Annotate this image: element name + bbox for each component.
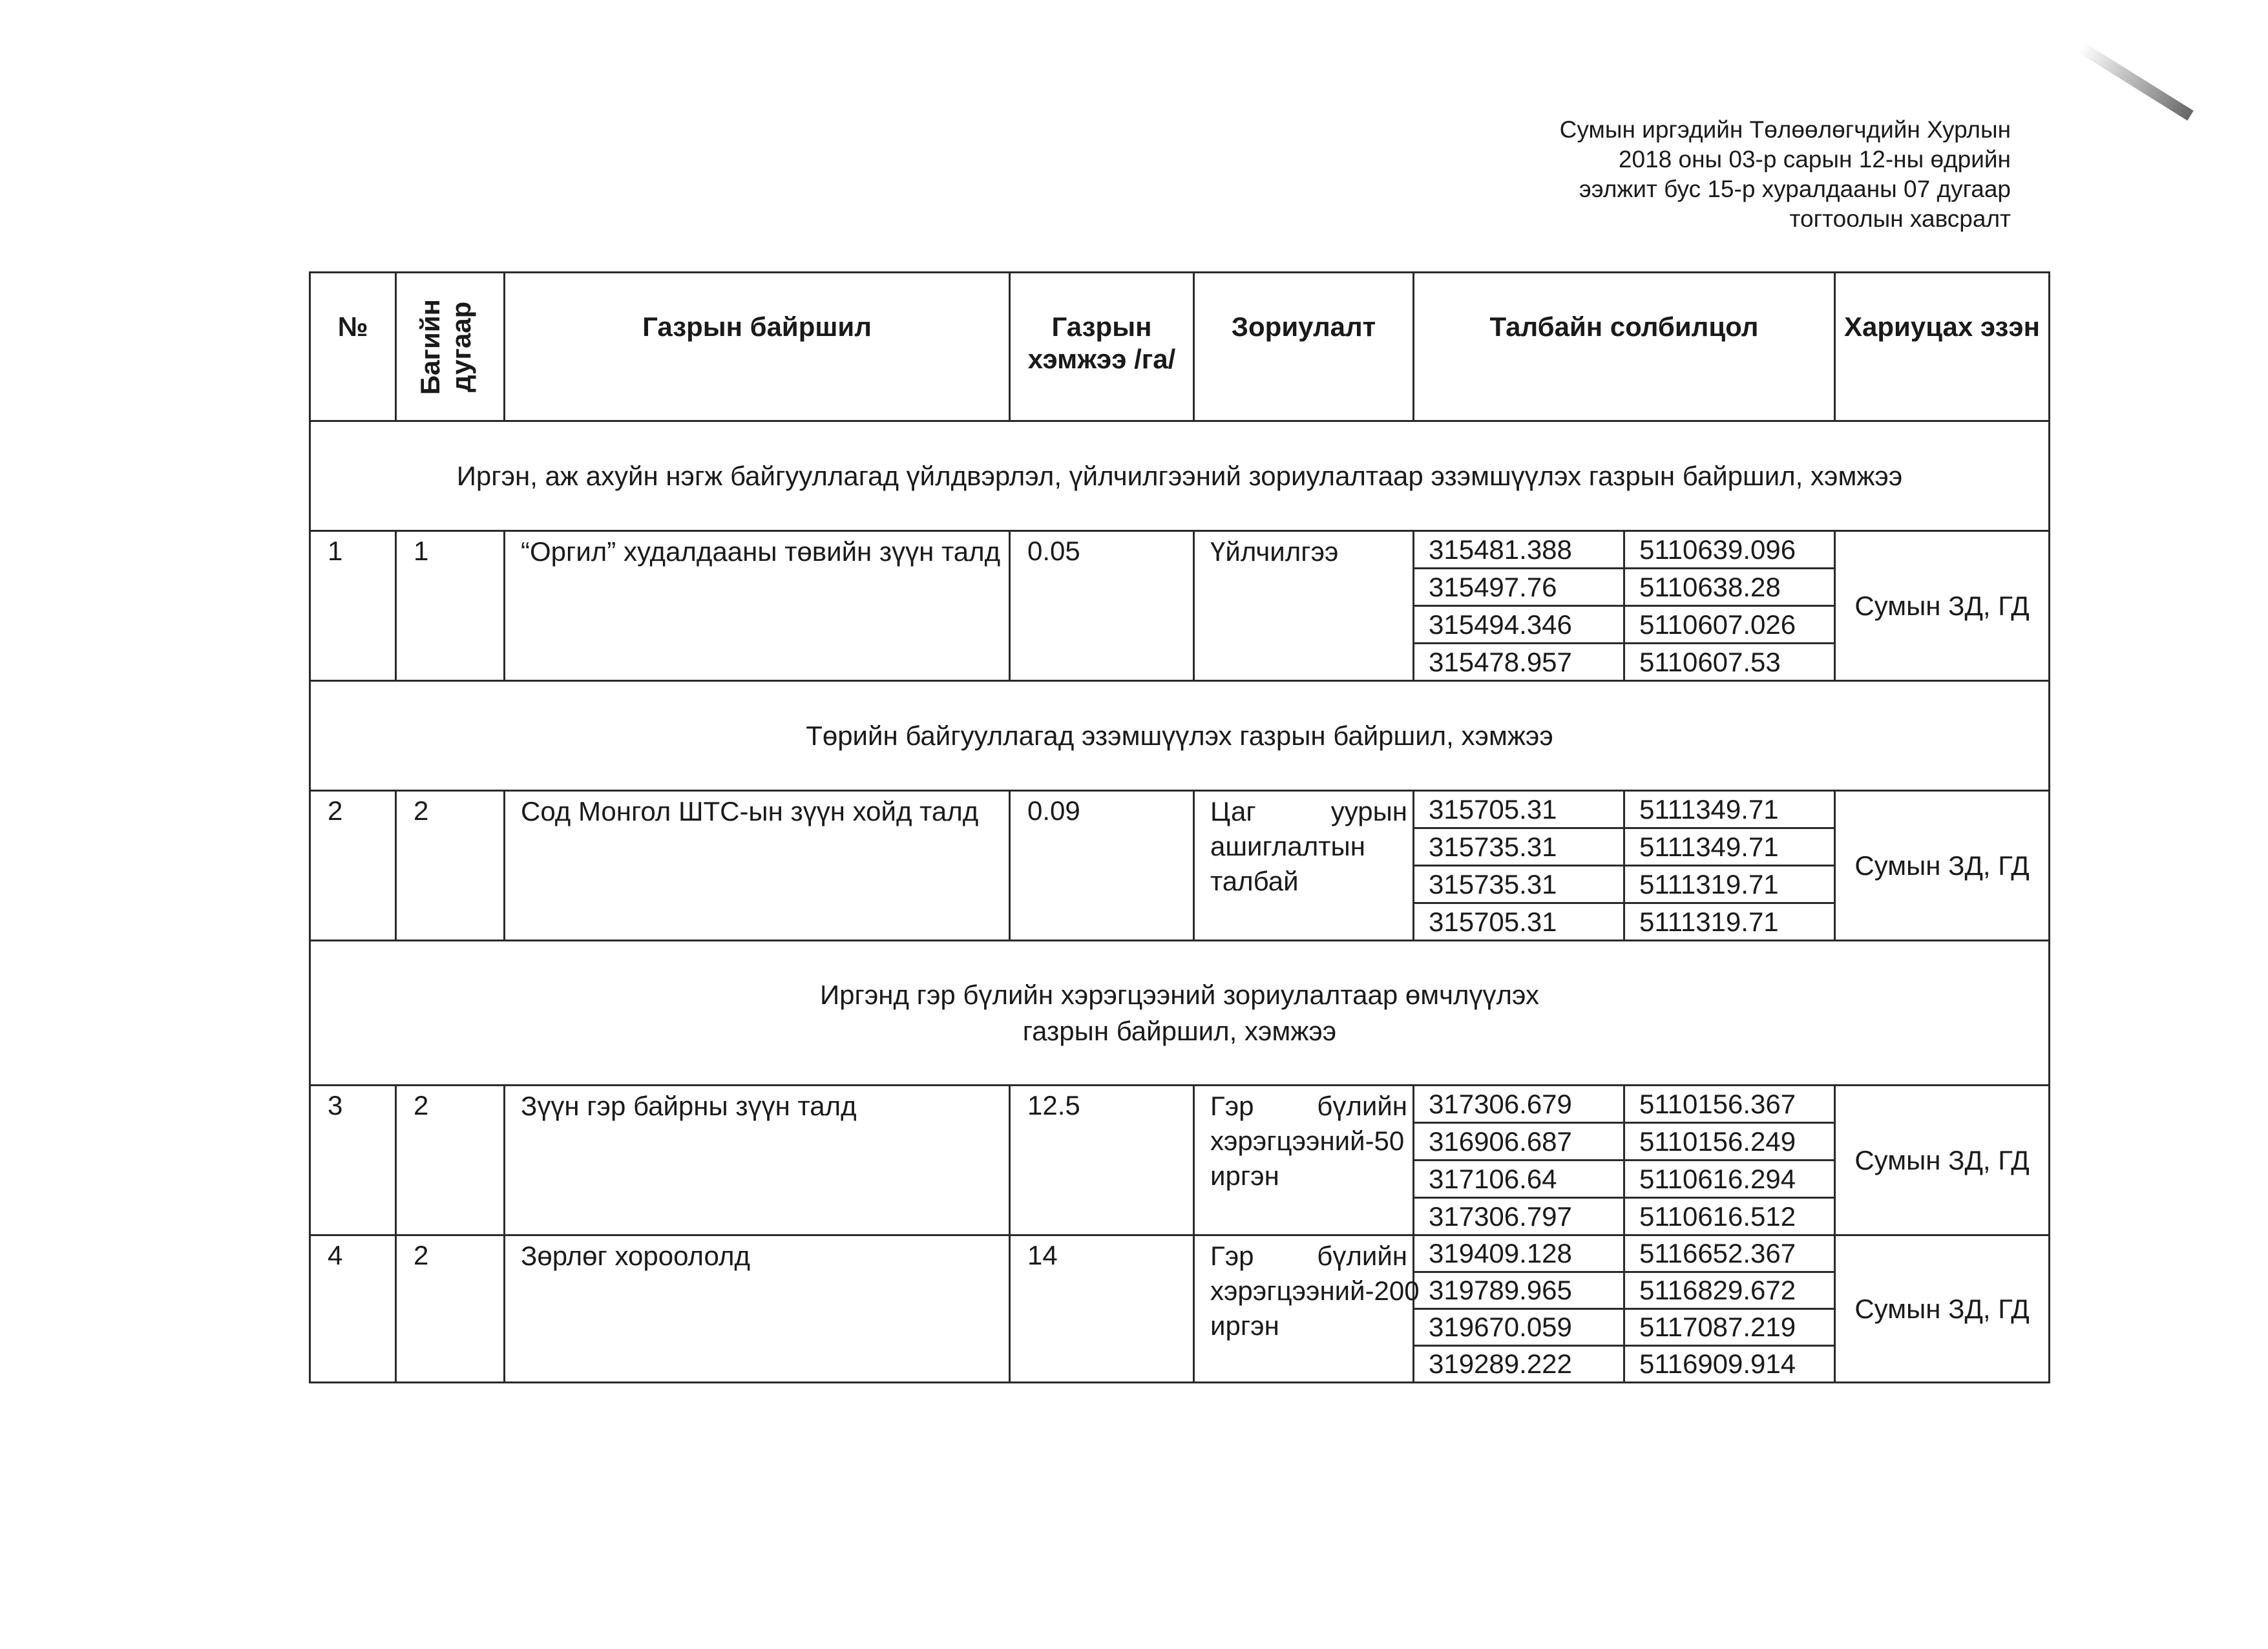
- row-bag: 2: [396, 791, 505, 941]
- coord-x: 315705.31: [1414, 903, 1624, 941]
- coord-x: 315735.31: [1414, 828, 1624, 866]
- row-area: 14: [1010, 1235, 1194, 1383]
- row-no: 2: [310, 791, 396, 941]
- coord-x: 319670.059: [1414, 1309, 1624, 1346]
- scan-edge-shadow: [2078, 42, 2194, 120]
- section-title-line: Иргэнд гэр бүлийн хэрэгцээний зориулалтаар өмчлүүлэх: [819, 979, 1540, 1010]
- header-no: №: [310, 273, 396, 421]
- coord-y: 5110607.53: [1624, 644, 1835, 681]
- coord-y: 5116652.367: [1624, 1235, 1835, 1272]
- coord-x: 315478.957: [1414, 644, 1624, 681]
- table-row: [310, 531, 2050, 569]
- row-location: “Оргил” худалдааны төвийн зүүн талд: [505, 531, 1010, 681]
- coord-x: 319409.128: [1414, 1235, 1624, 1272]
- row-owner: Сумын ЗД, ГД: [1835, 791, 2050, 941]
- section-row: [310, 941, 2050, 1086]
- row-owner: Сумын ЗД, ГД: [1835, 1235, 2050, 1383]
- coord-y: 5111319.71: [1624, 866, 1835, 903]
- row-location: Зөрлөг хороололд: [505, 1235, 1010, 1383]
- header-bag: [396, 273, 505, 421]
- row-purpose: Гэр бүлийн хэрэгцээний-200 иргэн: [1194, 1235, 1414, 1383]
- section-title: [310, 941, 2050, 1086]
- row-purpose: Үйлчилгээ: [1194, 531, 1414, 681]
- coord-y: 5110607.026: [1624, 606, 1835, 644]
- section-row: [310, 681, 2050, 791]
- coord-y: 5117087.219: [1624, 1309, 1835, 1346]
- coord-y: 5111349.71: [1624, 791, 1835, 828]
- coord-x: 317306.679: [1414, 1086, 1624, 1123]
- coord-x: 315494.346: [1414, 606, 1624, 644]
- coord-x: 317306.797: [1414, 1198, 1624, 1235]
- row-area: 0.05: [1010, 531, 1194, 681]
- row-location: Зүүн гэр байрны зүүн талд: [505, 1086, 1010, 1235]
- header-coords: Талбайн солбилцол: [1414, 273, 1835, 421]
- coord-y: 5110638.28: [1624, 569, 1835, 606]
- row-bag: 1: [396, 531, 505, 681]
- land-allocation-table: [309, 271, 2050, 1383]
- coord-y: 5111319.71: [1624, 903, 1835, 941]
- header-bag-label: Багийн дугаар: [414, 299, 476, 395]
- section-title: Төрийн байгууллагад эзэмшүүлэх газрын байршил, хэмжээ: [310, 681, 2050, 791]
- section-row: [310, 421, 2050, 531]
- coord-x: 315497.76: [1414, 569, 1624, 606]
- table-row: [310, 1086, 2050, 1123]
- annex-note-line: Сумын иргэдийн Төлөөлөгчдийн Хурлын: [1559, 116, 2011, 143]
- header-area: Газрын хэмжээ /га/: [1010, 273, 1194, 421]
- coord-x: 315735.31: [1414, 866, 1624, 903]
- row-owner: Сумын ЗД, ГД: [1835, 531, 2050, 681]
- header-owner: Хариуцах эзэн: [1835, 273, 2050, 421]
- annex-note-line: тогтоолын хавсралт: [1789, 205, 2011, 232]
- header-purpose: Зориулалт: [1194, 273, 1414, 421]
- coord-x: 315481.388: [1414, 531, 1624, 569]
- coord-y: 5110156.249: [1624, 1123, 1835, 1161]
- header-location: Газрын байршил: [505, 273, 1010, 421]
- annex-note-line: 2018 оны 03-р сарын 12-ны өдрийн: [1618, 146, 2011, 173]
- coord-x: 319789.965: [1414, 1272, 1624, 1309]
- row-no: 3: [310, 1086, 396, 1235]
- row-location: Сод Монгол ШТС-ын зүүн хойд талд: [505, 791, 1010, 941]
- section-title-line: газрын байршил, хэмжээ: [1022, 1015, 1337, 1046]
- coord-y: 5110616.294: [1624, 1161, 1835, 1198]
- row-bag: 2: [396, 1235, 505, 1383]
- coord-y: 5110616.512: [1624, 1198, 1835, 1235]
- section-title: Иргэн, аж ахуйн нэгж байгууллагад үйлдвэрлэл, үйлчилгээний зориулалтаар эзэмшүүлэх газрын байршил, хэмжээ: [310, 421, 2050, 531]
- coord-x: 319289.222: [1414, 1346, 1624, 1383]
- coord-y: 5116829.672: [1624, 1272, 1835, 1309]
- coord-y: 5116909.914: [1624, 1346, 1835, 1383]
- coord-y: 5110156.367: [1624, 1086, 1835, 1123]
- coord-x: 317106.64: [1414, 1161, 1624, 1198]
- coord-x: 316906.687: [1414, 1123, 1624, 1161]
- coord-x: 315705.31: [1414, 791, 1624, 828]
- row-purpose: Гэр бүлийн хэрэгцээний-50 иргэн: [1194, 1086, 1414, 1235]
- coord-y: 5111349.71: [1624, 828, 1835, 866]
- row-no: 4: [310, 1235, 396, 1383]
- row-purpose: Цаг уурын ашиглалтын талбай: [1194, 791, 1414, 941]
- coord-y: 5110639.096: [1624, 531, 1835, 569]
- table-row: [310, 1235, 2050, 1272]
- table-row: [310, 791, 2050, 828]
- row-owner: Сумын ЗД, ГД: [1835, 1086, 2050, 1235]
- table-header-row: [310, 273, 2050, 421]
- row-no: 1: [310, 531, 396, 681]
- annex-note: [1300, 115, 2011, 234]
- row-area: 12.5: [1010, 1086, 1194, 1235]
- row-area: 0.09: [1010, 791, 1194, 941]
- row-bag: 2: [396, 1086, 505, 1235]
- annex-note-line: ээлжит бус 15-р хуралдааны 07 дугаар: [1579, 176, 2011, 202]
